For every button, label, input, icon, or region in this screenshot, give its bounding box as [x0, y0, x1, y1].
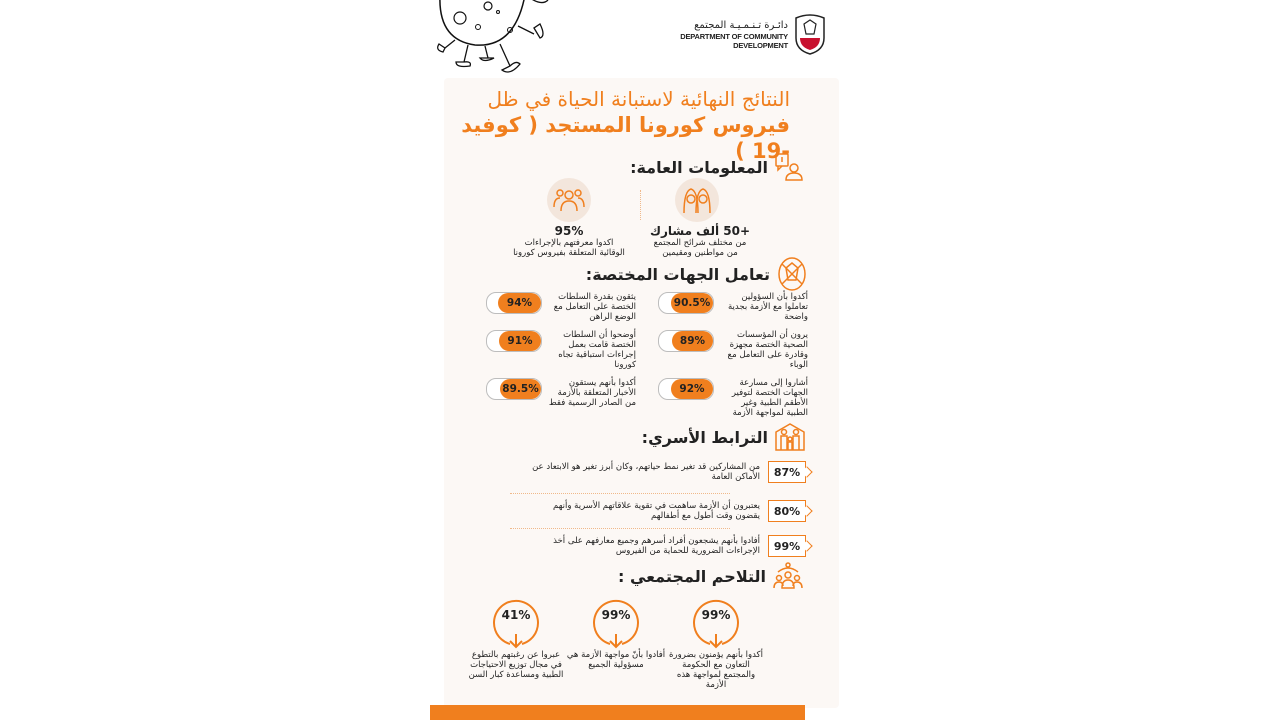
group-icon — [552, 187, 586, 213]
authority-stat-row — [486, 378, 636, 408]
infographic-poster — [430, 0, 848, 720]
authority-stat-text: أوضحوا أن السلطات الختصة قامت بعمل إجراءات استباقية تجاه كورونا — [558, 330, 636, 370]
authority-stat-fill — [671, 379, 713, 399]
family-stat-badge — [768, 461, 806, 483]
community-stat-value: 99% — [701, 608, 731, 622]
participants-icon-bg — [675, 178, 719, 222]
family-stat-row — [530, 535, 806, 557]
family-stat-badge — [768, 535, 806, 557]
divider — [640, 190, 641, 220]
family-stat-text: من المشاركين قد تغير نمط حياتهم، وكان أبرز تغير هو الابتعاد عن الأماكن العامة — [532, 462, 760, 482]
authority-stat-row — [658, 292, 808, 322]
authority-stat-text: أكدوا بأن السؤولين تعاملوا مع الأزمة بجدية واضحة — [727, 292, 808, 322]
authority-stat-pill — [486, 378, 542, 400]
community-stat — [566, 594, 666, 694]
authority-stat-fill — [671, 293, 713, 313]
org-name-en-1: DEPARTMENT OF COMMUNITY — [680, 31, 788, 41]
emblem-icon — [792, 14, 828, 56]
authority-stat-text: يرون أن المؤسسات الصحية الختصة مجهزة وقادرة على التعامل مع الوباء — [727, 330, 808, 370]
authority-stat-row — [658, 330, 808, 370]
community-stat-value: 99% — [601, 608, 631, 622]
org-name-ar: دائـرة تـنـمـيـة المجتمع — [694, 19, 788, 31]
authority-stat-value: 94% — [506, 297, 533, 309]
authority-stat-value: 89.5% — [502, 383, 539, 395]
family-stat-badge — [768, 500, 806, 522]
section-community-heading — [618, 562, 804, 590]
authority-stat-value: 90.5% — [673, 297, 711, 309]
arc-arrow-icon — [666, 594, 766, 650]
title-line-1: النتائج النهائية لاستبانة الحياة في ظل — [487, 87, 790, 111]
authority-stat-fill — [498, 293, 541, 313]
family-stat-value: 80% — [773, 504, 801, 518]
community-heading: التلاحم المجتمعي : — [617, 566, 766, 586]
family-stat-text: يعتبرون أن الأزمة ساهمت في تقوية علاقاتهم الأسرية وأنهم يقضون وقت أطول مع أطفالهم — [553, 501, 760, 521]
authority-stat-fill — [672, 331, 713, 351]
title-line-2: فيروس كورونا المستجد ( كوفيد -19 ) — [461, 113, 790, 163]
authority-stat-pill — [486, 292, 542, 314]
dotted-divider — [510, 493, 730, 494]
dcd-logo — [680, 14, 828, 56]
arc-arrow-icon — [566, 594, 666, 650]
awareness-stat — [508, 224, 630, 258]
community-stat-value: 41% — [501, 608, 531, 622]
emblem-outline-icon — [776, 256, 808, 292]
awareness-icon-bg — [547, 178, 591, 222]
family-stat-value: 99% — [773, 539, 801, 553]
authority-stat-row — [486, 330, 636, 370]
authority-stat-value: 92% — [679, 383, 705, 395]
community-stat-text: أكدوا بأنهم يؤمنون بضرورة التعاون مع الحكومة والمجتمع لمواجهة هذه الأزمة — [669, 650, 763, 690]
community-stat — [466, 594, 566, 694]
arc-arrow-icon — [466, 594, 566, 650]
people-veiled-icon — [680, 185, 714, 215]
family-stat-row — [530, 500, 806, 522]
participants-line2: من مواطنين ومقيمين — [662, 248, 738, 258]
authority-stat-fill — [500, 379, 541, 399]
community-stat-text: عبروا عن رغبتهم بالتطوع في مجال توزيع الاحتياجات الطبية ومساعدة كبار السن — [468, 650, 564, 680]
section-family-heading — [642, 422, 806, 452]
authority-stat-row — [486, 292, 636, 322]
authority-stat-value: 91% — [507, 335, 533, 347]
authority-stat-pill — [658, 378, 714, 400]
org-name-en-2: DEVELOPMENT — [733, 41, 788, 50]
authority-stat-pill — [486, 330, 542, 352]
participants-line1: من مختلف شرائح المجتمع — [653, 238, 747, 248]
authority-stat-pill — [658, 292, 714, 314]
authority-stat-pill — [658, 330, 714, 352]
dotted-divider — [510, 528, 730, 529]
section-general-heading — [630, 152, 804, 182]
participants-value: +50 ألف مشارك — [649, 224, 751, 238]
awareness-value: 95% — [554, 224, 584, 238]
family-stat-row — [530, 461, 806, 483]
virus-illustration — [430, 0, 560, 80]
participants-stat — [640, 224, 760, 258]
authority-stat-text: يثقون بقدرة السلطات الختصة على التعامل مع الوضع الراهن — [553, 292, 636, 322]
authority-stat-row — [658, 378, 808, 418]
authorities-heading: تعامل الجهات المختصة: — [585, 264, 770, 284]
authority-stat-fill — [499, 331, 541, 351]
info-person-icon — [774, 152, 804, 182]
community-network-icon — [772, 562, 804, 590]
footer-bar — [430, 705, 805, 720]
family-home-icon — [774, 422, 806, 452]
community-stat — [666, 594, 766, 694]
authority-stat-value: 89% — [679, 335, 706, 347]
family-heading: الترابط الأسري: — [641, 427, 768, 447]
awareness-line1: اكدوا معرفتهم بالإجراءات — [524, 238, 614, 248]
family-stat-text: أفادوا بأنهم يشجعون أفراد أسرهم وجميع معارفهم على أخذ الإجراءات الضرورية للحماية من الفيروس — [553, 536, 760, 556]
section-authorities-heading — [586, 256, 808, 292]
awareness-line2: الوقائية المتعلقة بفيروس كورونا — [513, 248, 625, 258]
authority-stat-text: أكدوا بأنهم يستقون الأخبار المتعلقة بالأزمة من الصادر الرسمية فقط — [548, 378, 636, 408]
general-heading: المعلومات العامة: — [630, 157, 768, 177]
community-stat-text: أفادوا بأنّ مواجهة الأزمة هي مسؤولية الجميع — [566, 650, 666, 670]
family-stat-value: 87% — [773, 465, 801, 479]
authority-stat-text: أشاروا إلى مسارعة الجهات الختصة لتوفير الأطقم الطبية وغير الطبية لمواجهة الأزمة — [731, 378, 808, 418]
